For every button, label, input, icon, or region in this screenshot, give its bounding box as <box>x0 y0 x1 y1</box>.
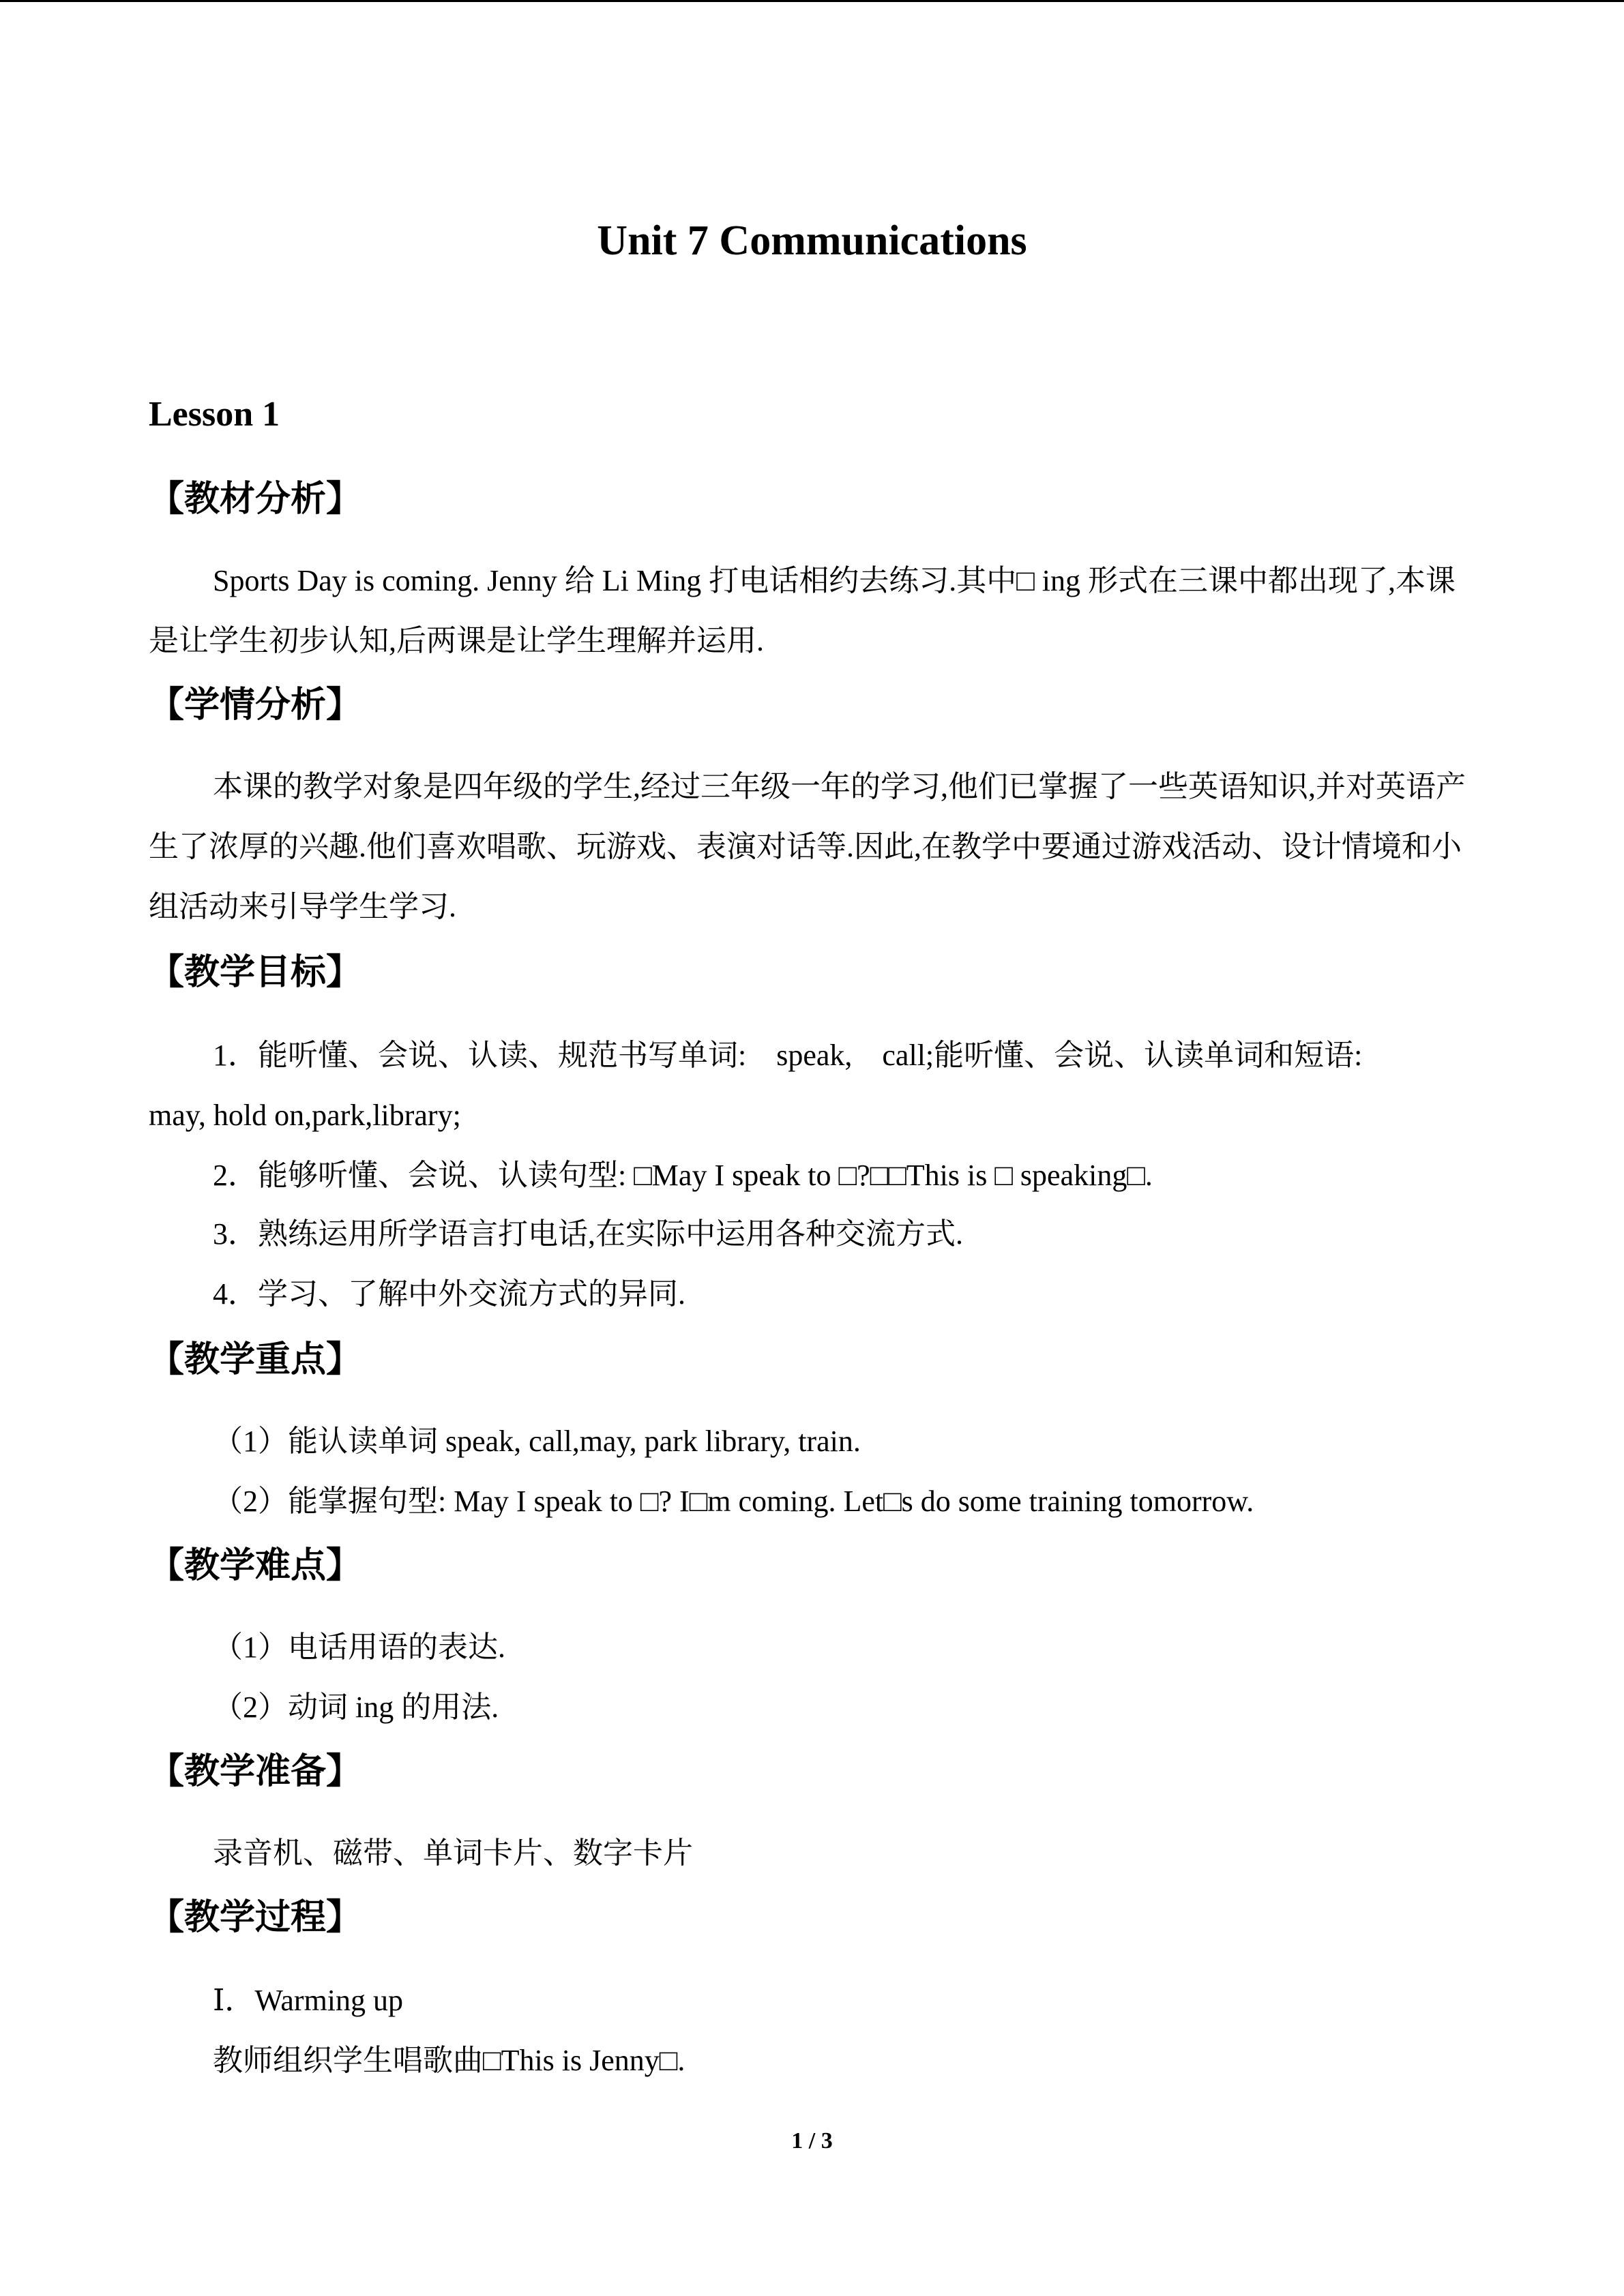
preparation-text: 录音机、磁带、单词卡片、数字卡片 <box>213 1836 693 1870</box>
key-point-item-1: （1）能认读单词 speak, call,may, park library, train. <box>213 1425 861 1458</box>
difficulty-item-2: （2）动词 ing 的用法. <box>213 1690 499 1724</box>
section-heading-process: 【教学过程】 <box>149 1897 362 1938</box>
objective-item-1-line-1: 1．能听懂、会说、认读、规范书写单词: speak, call;能听懂、会说、认读单词和短语: <box>213 1039 1363 1072</box>
objective-item-2: 2．能够听懂、会说、认读句型: □May I speak to □?□□This is □ speaking□. <box>213 1159 1153 1192</box>
key-point-item-2: （2）能掌握句型: May I speak to □? I□m coming. Let□s do some training tomorrow. <box>213 1485 1254 1518</box>
process-step-1-text: 教师组织学生唱歌曲□This is Jenny□. <box>213 2044 685 2077</box>
page-number: 1 / 3 <box>791 2128 833 2153</box>
difficulty-item-1: （1）电话用语的表达. <box>213 1630 505 1664</box>
section-heading-materials-analysis: 【教材分析】 <box>149 479 362 520</box>
section-heading-objectives: 【教学目标】 <box>149 952 362 993</box>
section-heading-preparation: 【教学准备】 <box>149 1751 362 1792</box>
objective-item-4: 4．学习、了解中外交流方式的异同. <box>213 1277 685 1311</box>
section-heading-student-analysis: 【学情分析】 <box>149 685 362 726</box>
lesson-heading: Lesson 1 <box>149 395 280 434</box>
page-top-border <box>0 0 1624 2</box>
section-heading-difficulties: 【教学难点】 <box>149 1545 362 1586</box>
materials-analysis-text: Sports Day is coming. Jenny 给 Li Ming 打电话相约去练习.其中□ ing 形式在三课中都出现了,本课是让学生初步认知,后两课是让学生理解并运用. <box>149 564 1456 657</box>
objective-item-3: 3．熟练运用所学语言打电话,在实际中运用各种交流方式. <box>213 1217 963 1251</box>
student-analysis-text: 本课的教学对象是四年级的学生,经过三年级一年的学习,他们已掌握了一些英语知识,并对英语产生了浓厚的兴趣.他们喜欢唱歌、玩游戏、表演对话等.因此,在教学中要通过游戏活动、设计情境和小组活动来引导学生学习. <box>149 770 1466 923</box>
process-step-1-title: Ⅰ．Warming up <box>213 1984 404 2017</box>
section-heading-key-points: 【教学重点】 <box>149 1339 362 1380</box>
document-title: Unit 7 Communications <box>597 218 1027 264</box>
objective-item-1-line-2: may, hold on,park,library; <box>149 1099 461 1132</box>
